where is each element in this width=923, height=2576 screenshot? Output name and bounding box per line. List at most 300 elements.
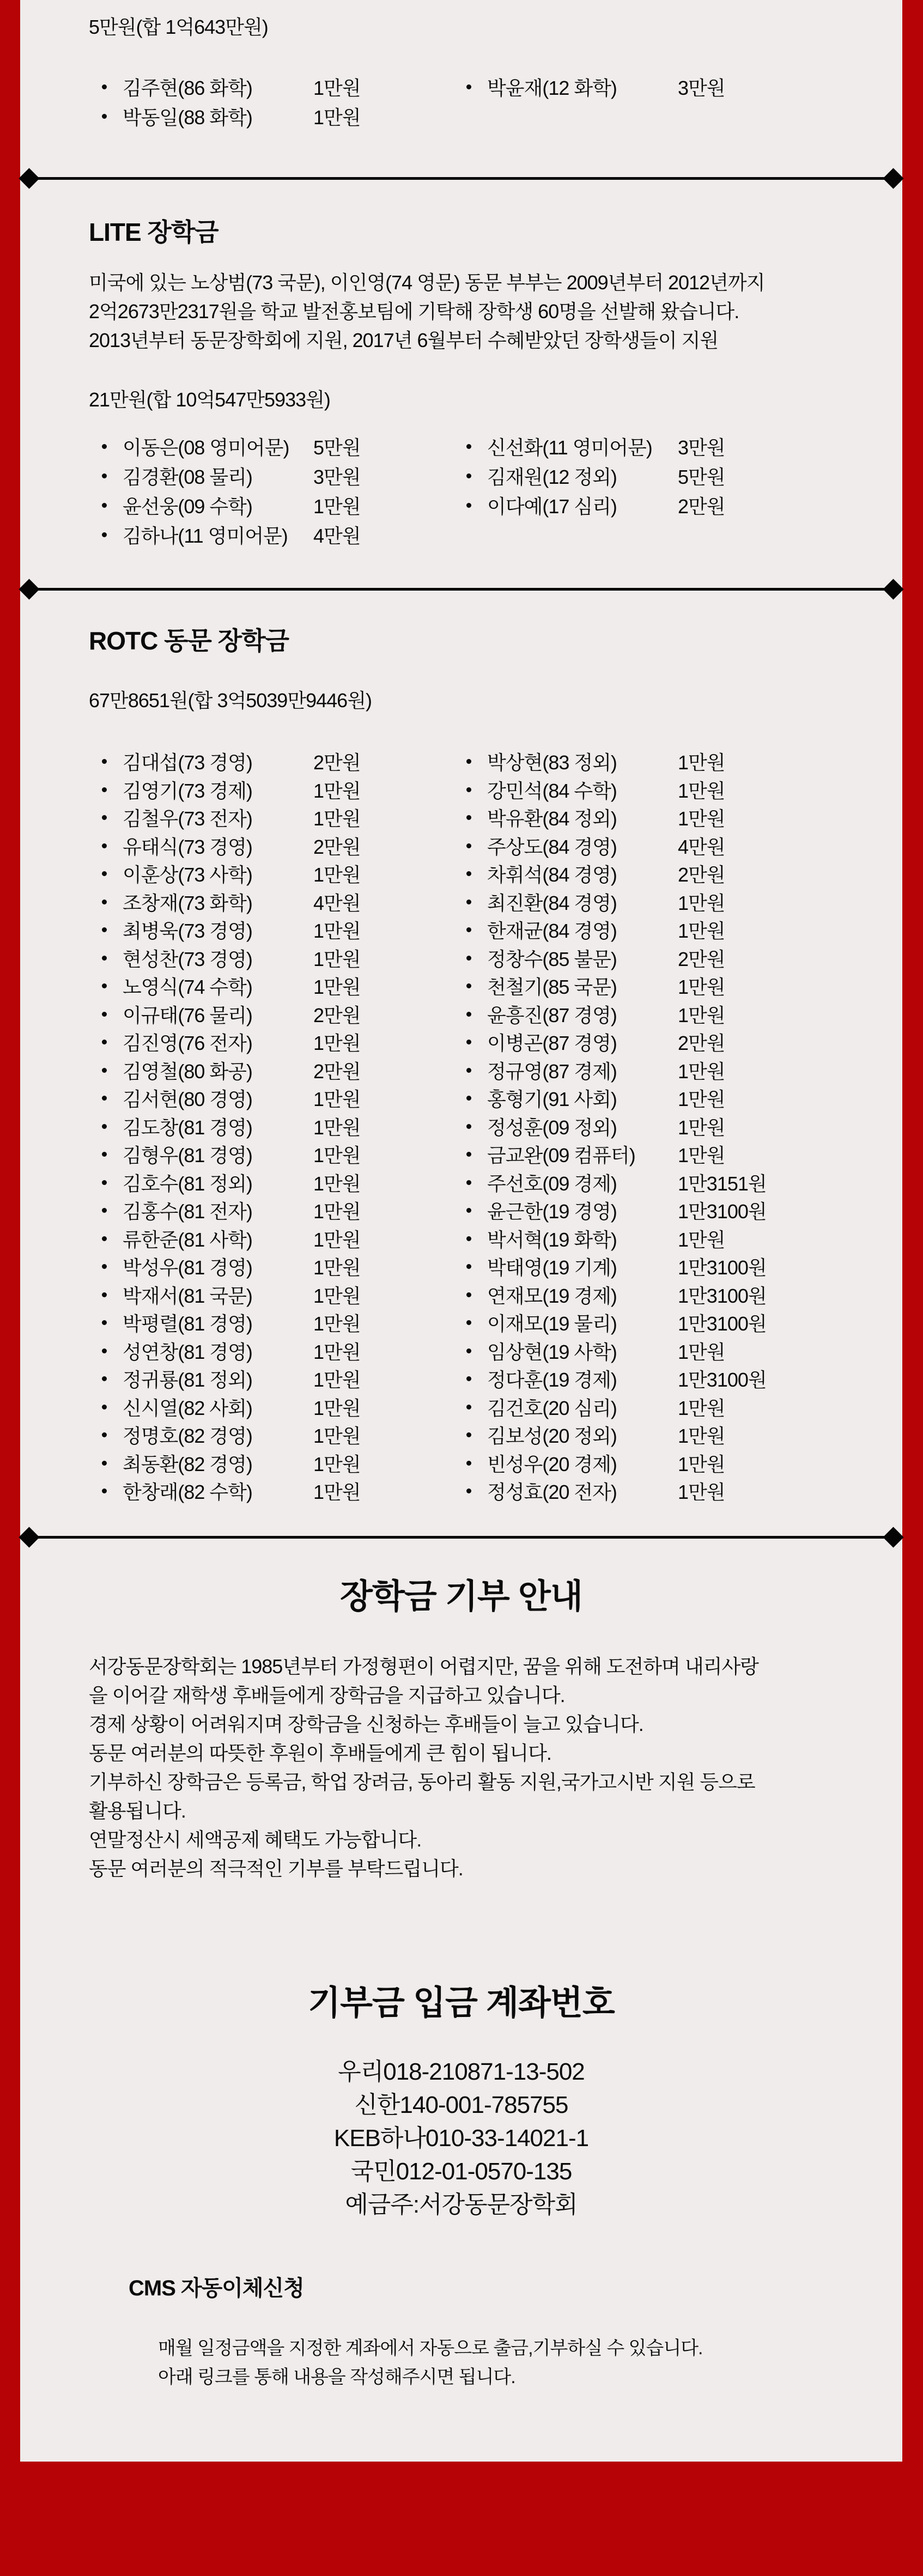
donor-name: 김보성(20 정외) xyxy=(487,1425,617,1448)
footer-red-band xyxy=(0,2462,923,2576)
donor-name: 주선호(09 경제) xyxy=(487,1172,617,1195)
donor-row xyxy=(102,776,466,804)
donor-row xyxy=(466,490,902,520)
bullet-icon xyxy=(102,503,123,508)
bullet-icon xyxy=(102,1152,123,1157)
donor-row xyxy=(466,72,902,101)
bullet-icon xyxy=(102,787,123,792)
donor-amount: 1만원 xyxy=(313,1256,361,1279)
bullet-icon xyxy=(466,1461,487,1466)
bullet-icon xyxy=(102,84,123,89)
donor-amount: 1만원 xyxy=(678,1144,725,1167)
donor-amount: 2만원 xyxy=(313,835,361,858)
donor-row xyxy=(466,916,902,944)
bullet-icon xyxy=(466,815,487,820)
donor-name: 주상도(84 경영) xyxy=(487,835,617,858)
donor-name: 박성우(81 경영) xyxy=(123,1256,252,1279)
donor-amount: 1만원 xyxy=(313,76,361,99)
section-divider xyxy=(20,170,902,186)
bullet-icon xyxy=(466,1096,487,1101)
donor-amount: 1만원 xyxy=(678,1396,725,1419)
donor-row xyxy=(466,1028,902,1056)
guide-paragraph xyxy=(89,1652,758,1883)
donor-row xyxy=(466,804,902,832)
donor-name: 이다예(17 심리) xyxy=(487,495,617,518)
donor-row xyxy=(466,1365,902,1393)
donor-amount: 1만원 xyxy=(678,779,725,802)
donor-amount: 4만원 xyxy=(678,835,725,858)
account-number-line: KEB하나010-33-14021-1 xyxy=(333,2125,589,2152)
donor-name: 최진환(84 경영) xyxy=(487,891,617,914)
donor-row xyxy=(102,860,466,888)
donor-amount: 1만원 xyxy=(313,1425,361,1448)
donor-amount: 1만원 xyxy=(678,891,725,914)
account-number-list xyxy=(20,2055,902,2221)
donor-name: 한창래(82 수학) xyxy=(123,1481,252,1504)
lite-section-title: LITE 장학금 xyxy=(89,218,218,246)
donor-name: 김경환(08 물리) xyxy=(123,465,252,488)
donor-row xyxy=(102,101,466,131)
donor-name: 한재균(84 경영) xyxy=(487,920,617,943)
donor-amount: 1만원 xyxy=(313,1396,361,1419)
donor-row xyxy=(466,1169,902,1197)
paragraph-line: 2억2673만2317원을 학교 발전홍보팀에 기탁해 장학생 60명을 선발해 왔습니다. xyxy=(89,300,739,323)
bullet-icon xyxy=(466,1068,487,1073)
bullet-icon xyxy=(466,871,487,876)
donor-name: 박재서(81 국문) xyxy=(123,1284,252,1307)
donor-amount: 1만3100원 xyxy=(678,1369,767,1392)
paragraph-line: 미국에 있는 노상범(73 국문), 이인영(74 영문) 동문 부부는 2009년부터 2012년까지 xyxy=(89,271,765,294)
donor-row xyxy=(102,1196,466,1225)
donor-row xyxy=(102,490,466,520)
donor-name: 류한준(81 사학) xyxy=(123,1228,252,1251)
donor-amount: 1만원 xyxy=(313,1200,361,1223)
donor-row xyxy=(102,1169,466,1197)
donor-name: 유태식(73 경영) xyxy=(123,835,252,858)
bullet-icon xyxy=(102,927,123,932)
donor-name: 박유환(84 정외) xyxy=(487,807,617,830)
donor-name: 노영식(74 수학) xyxy=(123,976,252,999)
donor-amount: 1만원 xyxy=(678,1228,725,1251)
bullet-icon xyxy=(102,1348,123,1353)
bullet-icon xyxy=(102,871,123,876)
bullet-icon xyxy=(102,815,123,820)
donor-name: 김진영(76 전자) xyxy=(123,1032,252,1055)
donor-amount: 1만원 xyxy=(678,807,725,830)
donor-name: 김주현(86 화학) xyxy=(123,76,252,99)
paragraph-line: 기부하신 장학금은 등록금, 학업 장려금, 동아리 활동 지원,국가고시반 지원 등으로 xyxy=(89,1771,755,1793)
paragraph-line: 경제 상황이 어려워지며 장학금을 신청하는 후배들이 늘고 있습니다. xyxy=(89,1713,643,1735)
donor-amount: 1만원 xyxy=(313,1313,361,1335)
donor-row xyxy=(466,461,902,490)
donor-amount: 1만원 xyxy=(313,1088,361,1111)
donor-amount: 1만3100원 xyxy=(678,1256,767,1279)
donor-name: 박서혁(19 화학) xyxy=(487,1228,617,1251)
bullet-icon xyxy=(466,843,487,848)
bullet-icon xyxy=(102,1376,123,1381)
donor-amount: 1만원 xyxy=(678,1088,725,1111)
bullet-icon xyxy=(466,1012,487,1017)
donor-row xyxy=(466,1056,902,1085)
bullet-icon xyxy=(102,1320,123,1325)
donor-name: 이훈상(73 사학) xyxy=(123,864,252,886)
bullet-icon xyxy=(102,114,123,119)
donor-amount: 1만원 xyxy=(313,920,361,943)
donor-row xyxy=(102,1421,466,1449)
bullet-icon xyxy=(466,1292,487,1297)
bullet-icon xyxy=(466,1348,487,1353)
donor-name: 성연창(81 경영) xyxy=(123,1340,252,1363)
donor-name: 윤흥진(87 경영) xyxy=(487,1004,617,1026)
donor-column-left xyxy=(102,72,466,131)
donor-name: 천철기(85 국문) xyxy=(487,976,617,999)
bullet-icon xyxy=(466,1180,487,1185)
donor-name: 이동은(08 영미어문) xyxy=(123,436,289,459)
lite-subtitle: 21만원(합 10억547만5933원) xyxy=(89,388,330,411)
donor-amount: 1만원 xyxy=(313,1284,361,1307)
diamond-icon xyxy=(883,579,903,599)
donor-amount: 1만원 xyxy=(313,1453,361,1475)
bullet-icon xyxy=(466,1124,487,1129)
donor-name: 김형우(81 경영) xyxy=(123,1144,252,1167)
bullet-icon xyxy=(102,1068,123,1073)
bullet-icon xyxy=(102,1489,123,1493)
donor-name: 김도창(81 경영) xyxy=(123,1116,252,1139)
donor-name: 정성효(20 전자) xyxy=(487,1481,617,1504)
bullet-icon xyxy=(102,473,123,478)
donor-name: 김서현(80 경영) xyxy=(123,1088,252,1111)
donor-name: 빈성우(20 경제) xyxy=(487,1453,617,1475)
donor-name: 김홍수(81 전자) xyxy=(123,1200,252,1223)
divider-line xyxy=(23,588,899,591)
donor-name: 김건호(20 심리) xyxy=(487,1396,617,1419)
donor-row xyxy=(466,1084,902,1113)
donor-amount: 1만원 xyxy=(313,1172,361,1195)
donor-amount: 2만원 xyxy=(678,495,725,518)
donor-row xyxy=(466,1421,902,1449)
bullet-icon xyxy=(102,1208,123,1213)
donor-name: 신선화(11 영미어문) xyxy=(487,436,652,459)
donor-row xyxy=(102,944,466,973)
donor-amount: 1만3100원 xyxy=(678,1284,767,1307)
donor-name: 이병곤(87 경영) xyxy=(487,1032,617,1055)
donor-amount: 4만원 xyxy=(313,891,361,914)
bullet-icon xyxy=(466,1040,487,1044)
donor-row xyxy=(102,1140,466,1169)
bullet-icon xyxy=(102,1096,123,1101)
tier-5man-subtitle: 5만원(합 1억643만원) xyxy=(89,16,268,38)
donor-name: 김영기(73 경제) xyxy=(123,779,252,802)
donor-row xyxy=(102,1365,466,1393)
donor-row xyxy=(102,1337,466,1365)
donor-name: 홍형기(91 사회) xyxy=(487,1088,617,1111)
donor-row xyxy=(466,832,902,860)
bullet-icon xyxy=(102,759,123,764)
bullet-icon xyxy=(102,1236,123,1241)
bullet-icon xyxy=(466,787,487,792)
bullet-icon xyxy=(102,956,123,961)
donor-row xyxy=(102,1253,466,1281)
donor-amount: 2만원 xyxy=(313,1060,361,1083)
bullet-icon xyxy=(466,503,487,508)
donor-row xyxy=(466,1140,902,1169)
donor-name: 윤근한(19 경영) xyxy=(487,1200,617,1223)
bullet-icon xyxy=(466,1264,487,1269)
bullet-icon xyxy=(466,84,487,89)
bullet-icon xyxy=(466,1152,487,1157)
donor-amount: 1만원 xyxy=(678,920,725,943)
diamond-icon xyxy=(883,168,903,189)
donor-amount: 1만원 xyxy=(678,1116,725,1139)
donor-amount: 1만원 xyxy=(313,1032,361,1055)
donor-amount: 3만원 xyxy=(313,465,361,488)
donor-amount: 1만원 xyxy=(678,1453,725,1475)
donor-amount: 1만원 xyxy=(313,864,361,886)
donor-row xyxy=(466,1196,902,1225)
account-number-line: 신한140-001-785755 xyxy=(354,2092,568,2118)
donor-amount: 2만원 xyxy=(678,947,725,970)
donor-amount: 1만원 xyxy=(313,779,361,802)
donor-row xyxy=(466,432,902,461)
paragraph-line: 2013년부터 동문장학회에 지원, 2017년 6월부터 수혜받았던 장학생들이 지원 xyxy=(89,329,719,351)
donor-amount: 4만원 xyxy=(313,524,361,547)
donor-amount: 1만원 xyxy=(313,1340,361,1363)
donor-row xyxy=(102,916,466,944)
paragraph-line: 동문 여러분의 적극적인 기부를 부탁드립니다. xyxy=(89,1857,463,1880)
bullet-icon xyxy=(102,1264,123,1269)
donor-row xyxy=(466,972,902,1000)
donor-amount: 1만원 xyxy=(313,495,361,518)
bullet-icon xyxy=(102,843,123,848)
donor-row xyxy=(466,1449,902,1478)
donor-amount: 1만원 xyxy=(678,1004,725,1026)
account-title: 기부금 입금 계좌번호 xyxy=(308,1984,615,2022)
paragraph-line: 서강동문장학회는 1985년부터 가정형편이 어렵지만, 꿈을 위해 도전하며 내리사랑 xyxy=(89,1655,758,1678)
donor-amount: 1만원 xyxy=(313,976,361,999)
bullet-icon xyxy=(466,900,487,904)
account-number-line: 우리018-210871-13-502 xyxy=(338,2058,585,2085)
donor-amount: 1만원 xyxy=(678,1340,725,1363)
donor-column-right xyxy=(466,432,902,549)
donor-amount: 1만3151원 xyxy=(678,1172,767,1195)
paragraph-line: 동문 여러분의 따뜻한 후원이 후배들에게 큰 힘이 됩니다. xyxy=(89,1742,551,1764)
account-number-line: 국민012-01-0570-135 xyxy=(350,2158,572,2185)
donor-row xyxy=(102,804,466,832)
donor-amount: 1만3100원 xyxy=(678,1313,767,1335)
donor-row xyxy=(102,1000,466,1029)
donor-name: 차휘석(84 경영) xyxy=(487,864,617,886)
bullet-icon xyxy=(466,1208,487,1213)
donor-name: 이규태(76 물리) xyxy=(123,1004,252,1026)
bullet-icon xyxy=(466,1489,487,1493)
diamond-icon xyxy=(883,1527,903,1547)
donor-name: 조창재(73 화학) xyxy=(123,891,252,914)
donor-amount: 5만원 xyxy=(678,465,725,488)
bullet-icon xyxy=(466,1432,487,1437)
donor-row xyxy=(102,461,466,490)
bullet-icon xyxy=(466,1320,487,1325)
donor-row xyxy=(102,1028,466,1056)
donor-name: 박윤재(12 화학) xyxy=(487,76,617,99)
donor-amount: 2만원 xyxy=(678,1032,725,1055)
paragraph-line: 매월 일정금액을 지정한 계좌에서 자동으로 출금,기부하실 수 있습니다. xyxy=(158,2338,703,2359)
bullet-icon xyxy=(102,1180,123,1185)
donor-row xyxy=(102,432,466,461)
donor-name: 김하나(11 영미어문) xyxy=(123,524,288,547)
donor-amount: 1만원 xyxy=(313,1116,361,1139)
donor-amount: 1만원 xyxy=(313,106,361,129)
paragraph-line: 을 이어갈 재학생 후배들에게 장학금을 지급하고 있습니다. xyxy=(89,1684,565,1706)
donor-amount: 1만3100원 xyxy=(678,1200,767,1223)
rotc-donor-grid xyxy=(20,748,902,1505)
donor-name: 정다훈(19 경제) xyxy=(487,1369,617,1392)
donor-name: 정명호(82 경영) xyxy=(123,1425,252,1448)
donor-amount: 2만원 xyxy=(678,864,725,886)
donor-name: 김호수(81 정외) xyxy=(123,1172,252,1195)
donor-row xyxy=(102,972,466,1000)
donor-name: 현성찬(73 경영) xyxy=(123,947,252,970)
donor-row xyxy=(102,1477,466,1505)
donor-amount: 1만원 xyxy=(313,1481,361,1504)
divider-line xyxy=(23,1536,899,1539)
donor-row xyxy=(466,1000,902,1029)
donor-amount: 1만원 xyxy=(313,1369,361,1392)
donor-amount: 1만원 xyxy=(678,1425,725,1448)
donor-name: 김영철(80 화공) xyxy=(123,1060,252,1083)
donor-row xyxy=(466,748,902,776)
section-divider xyxy=(20,581,902,597)
content-panel xyxy=(20,0,902,2462)
donor-row xyxy=(102,1056,466,1085)
donor-name: 김철우(73 전자) xyxy=(123,807,252,830)
donor-amount: 1만원 xyxy=(678,751,725,774)
account-number-line: 예금주:서강동문장학회 xyxy=(345,2191,578,2218)
donor-amount: 1만원 xyxy=(678,1481,725,1504)
donor-name: 박동일(88 화학) xyxy=(123,106,252,129)
donor-row xyxy=(102,748,466,776)
bullet-icon xyxy=(102,532,123,537)
donor-row xyxy=(466,888,902,916)
donor-row xyxy=(102,1084,466,1113)
bullet-icon xyxy=(466,1405,487,1409)
donor-row xyxy=(102,832,466,860)
donor-name: 최병욱(73 경영) xyxy=(123,920,252,943)
donor-amount: 3만원 xyxy=(678,436,725,459)
donor-name: 신시열(82 사회) xyxy=(123,1396,252,1419)
guide-title: 장학금 기부 안내 xyxy=(340,1578,582,1615)
donor-amount: 1만원 xyxy=(678,976,725,999)
bullet-icon xyxy=(102,900,123,904)
paragraph-line: 연말정산시 세액공제 혜택도 가능합니다. xyxy=(89,1828,422,1851)
donor-row xyxy=(102,888,466,916)
donor-row xyxy=(466,1309,902,1337)
donor-column-right xyxy=(466,72,902,131)
donor-name: 최동환(82 경영) xyxy=(123,1453,252,1475)
bullet-icon xyxy=(102,444,123,449)
donor-row xyxy=(466,776,902,804)
donor-row xyxy=(466,1113,902,1141)
section-divider xyxy=(20,1529,902,1545)
lite-section-paragraph xyxy=(89,268,764,355)
donor-amount: 1만원 xyxy=(313,947,361,970)
donor-row xyxy=(466,1281,902,1309)
donor-name: 이재모(19 물리) xyxy=(487,1313,617,1335)
donor-name: 연재모(19 경제) xyxy=(487,1284,617,1307)
donor-row xyxy=(466,1393,902,1421)
cms-title: CMS 자동이체신청 xyxy=(129,2276,304,2300)
paragraph-line: 활용됩니다. xyxy=(89,1800,186,1822)
bullet-icon xyxy=(102,1292,123,1297)
donor-column-right xyxy=(466,748,902,1505)
donor-column-left xyxy=(102,748,466,1505)
donor-amount: 5만원 xyxy=(313,436,361,459)
bullet-icon xyxy=(102,1012,123,1017)
divider-line xyxy=(23,177,899,180)
bullet-icon xyxy=(102,1432,123,1437)
bullet-icon xyxy=(466,956,487,961)
bullet-icon xyxy=(466,927,487,932)
donor-name: 정성훈(09 정외) xyxy=(487,1116,617,1139)
bullet-icon xyxy=(466,983,487,988)
bullet-icon xyxy=(466,1236,487,1241)
rotc-subtitle: 67만8651원(합 3억5039만9446원) xyxy=(89,689,372,712)
donor-row xyxy=(466,1337,902,1365)
bullet-icon xyxy=(102,1040,123,1044)
tier-5man-donor-grid xyxy=(20,72,902,131)
cms-paragraph xyxy=(158,2334,703,2392)
bullet-icon xyxy=(466,444,487,449)
bullet-icon xyxy=(102,1461,123,1466)
donor-name: 강민석(84 수학) xyxy=(487,779,617,802)
donor-name: 금교완(09 컴퓨터) xyxy=(487,1144,635,1167)
rotc-section-title: ROTC 동문 장학금 xyxy=(89,627,289,655)
paragraph-line: 아래 링크를 통해 내용을 작성해주시면 됩니다. xyxy=(158,2367,515,2387)
donor-row xyxy=(102,1309,466,1337)
donor-name: 정규영(87 경제) xyxy=(487,1060,617,1083)
donor-name: 박상현(83 정외) xyxy=(487,751,617,774)
bullet-icon xyxy=(102,1124,123,1129)
bullet-icon xyxy=(466,1376,487,1381)
donor-row xyxy=(102,72,466,101)
donor-row xyxy=(102,1393,466,1421)
bullet-icon xyxy=(466,473,487,478)
donor-column-left xyxy=(102,432,466,549)
lite-donor-grid xyxy=(20,432,902,549)
donor-amount: 2만원 xyxy=(313,751,361,774)
donor-row xyxy=(466,944,902,973)
donor-row xyxy=(102,1113,466,1141)
bullet-icon xyxy=(102,983,123,988)
donor-row xyxy=(102,520,466,549)
donor-amount: 1만원 xyxy=(313,1144,361,1167)
donor-name: 정귀룡(81 정외) xyxy=(123,1369,252,1392)
donor-row xyxy=(466,860,902,888)
donor-amount: 2만원 xyxy=(313,1004,361,1026)
donor-name: 박태영(19 기계) xyxy=(487,1256,617,1279)
donor-name: 박평렬(81 경영) xyxy=(123,1313,252,1335)
donor-amount: 1만원 xyxy=(313,807,361,830)
donor-amount: 3만원 xyxy=(678,76,725,99)
donor-row xyxy=(466,1225,902,1253)
bullet-icon xyxy=(102,1405,123,1409)
donor-row xyxy=(102,1449,466,1478)
donor-name: 김대섭(73 경영) xyxy=(123,751,252,774)
donor-name: 임상현(19 사학) xyxy=(487,1340,617,1363)
donor-name: 윤선웅(09 수학) xyxy=(123,495,252,518)
donor-row xyxy=(102,1281,466,1309)
donor-amount: 1만원 xyxy=(313,1228,361,1251)
donor-row xyxy=(102,1225,466,1253)
